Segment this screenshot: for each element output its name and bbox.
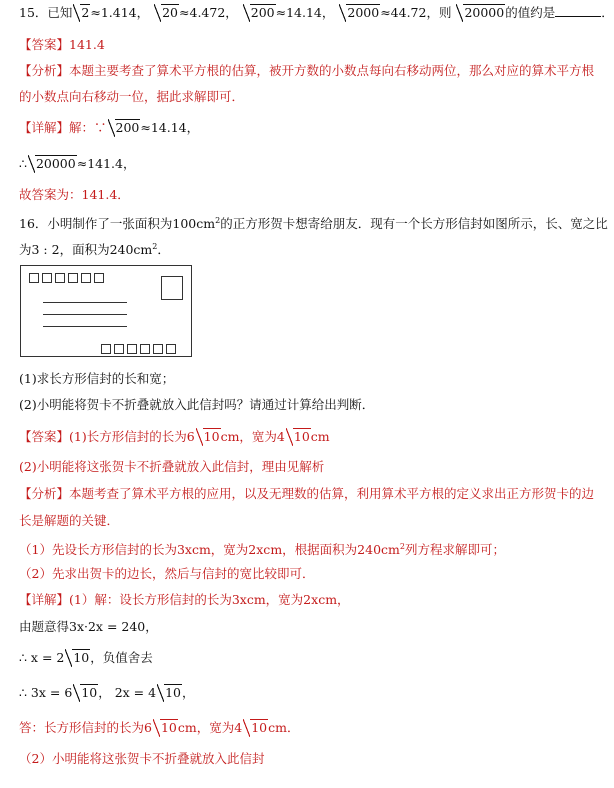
postcode-box [114,344,124,354]
therefore-symbol: ∴ [19,156,27,171]
sqrt [73,4,90,22]
radicand: 10 [160,720,177,735]
q16-equation3 [19,684,195,702]
q15-therefore [19,155,135,173]
text: （1）先设长方形信封的长为3xcm，宽为2xcm，根据面积为240cm [19,542,400,558]
text: ∴ x = 2 [19,650,65,665]
radicand: 20000 [35,156,76,171]
text: ≈44.72，则 [380,5,452,20]
envelope-figure [20,265,192,357]
q15-question [19,4,614,22]
radicand: 20 [162,5,179,20]
sqrt [108,119,141,137]
q16-analysis-line1: 【分析】本题考查了算术平方根的应用，以及无理数的估算，利用算术平方根的定义求出正方形贺卡的边 [19,486,595,501]
text: ≈4.472， [179,5,238,20]
postcode-box [42,273,52,283]
text: ∴ 3x = 6 [19,685,73,700]
q16-answer1 [19,428,330,446]
radicand: 10 [73,650,90,665]
text: 16．小明制作了一张面积为100cm [19,216,216,232]
postcode-box [55,273,65,283]
postcode-box [153,344,163,354]
radicand: 10 [203,429,220,444]
radicand: 2 [81,5,90,20]
sqrt [73,684,98,702]
text: 答：长方形信封的长为6 [19,720,152,735]
detail-label: 【详解】解：∵ [19,120,107,135]
radicand: 10 [293,429,310,444]
sqrt [153,719,178,737]
postcode-box [29,273,39,283]
sqrt [196,428,221,446]
q15-analysis-line1: 【分析】本题主要考查了算术平方根的估算，被开方数的小数点每向右移动两位，那么对应的算术平方根 [19,63,595,78]
q16-step2: （2）先求出贺卡的边长，然后与信封的宽比较即可． [19,566,315,581]
text: cm，宽为4 [220,429,285,444]
q16-conclusion [19,719,299,737]
postcode-box [101,344,111,354]
text: ≈14.14， [275,5,335,20]
postcode-box [127,344,137,354]
q16-equation2 [19,649,153,667]
q16-equation1: 由题意得3x·2x = 240， [19,619,158,634]
text: ≈1.414， [90,5,150,20]
q16-question-line2 [19,238,170,259]
text: cm，宽为4 [177,720,243,735]
text: 列方程求解即可； [404,542,505,558]
sqrt [243,719,268,737]
text: ，负值舍去 [90,650,153,665]
sqrt [65,649,90,667]
address-line [43,326,127,327]
radicand: 200 [250,5,275,20]
q16-step1 [19,538,505,559]
text: ≈141.4， [76,156,136,171]
text: cm [310,429,330,444]
q15-analysis-line2: 的小数点向右移动一位，据此求解即可． [19,89,245,104]
q16-part2: （2）小明能将这张贺卡不折叠就放入此信封 [19,751,265,766]
superscript: 2 [152,242,158,251]
sqrt [243,4,276,22]
q16-detail: 【详解】(1）解：设长方形信封的长为3xcm，宽为2xcm， [19,592,350,607]
sqrt [154,4,179,22]
q16-question-line1 [19,212,608,233]
q16-analysis-line2: 长是解题的关键． [19,513,120,528]
text: 为3 : 2，面积为240cm [19,242,153,258]
postcode-box [140,344,150,354]
text: 【答案】(1)长方形信封的长为6 [19,429,195,444]
postcode-box [166,344,176,354]
text: ． [157,242,170,258]
q15-final-answer: 故答案为：141.4． [19,187,130,202]
sqrt [28,155,77,173]
address-line [43,314,127,315]
superscript: 2 [399,542,405,551]
q16-sub1: (1)求长方形信封的长和宽； [19,371,175,386]
sqrt [456,4,505,22]
radicand: 2000 [347,5,380,20]
q15-answer: 【答案】141.4 [19,37,105,52]
q16-answer2: (2)小明能将这张贺卡不折叠就放入此信封，理由见解析 [19,459,325,474]
radicand: 10 [81,685,98,700]
text: ， [181,685,195,700]
stamp-box [161,276,183,300]
text: 的正方形贺卡想寄给朋友．现有一个长方形信封如图所示，长、宽之比 [220,216,608,232]
text: ≈14.14， [140,120,200,135]
radicand: 10 [165,685,181,700]
postcode-box [68,273,78,283]
q16-sub2: (2)小明能将贺卡不折叠就放入此信封吗？请通过计算给出判断． [19,397,375,412]
text: cm． [268,720,300,735]
address-line [43,302,127,303]
sqrt [286,428,311,446]
radicand: 20000 [464,5,505,20]
postcode-box [81,273,91,283]
text: 的值约是 [505,5,556,20]
text: ， 2x = 4 [98,685,157,700]
q15-detail [19,119,199,137]
text: ． [601,5,614,20]
sqrt [339,4,380,22]
radicand: 200 [115,120,140,135]
postcode-box [94,273,104,283]
superscript: 2 [215,216,221,225]
text: 15．已知 [19,5,73,20]
answer-blank [555,4,601,17]
sqrt [157,684,182,702]
radicand: 10 [251,720,268,735]
